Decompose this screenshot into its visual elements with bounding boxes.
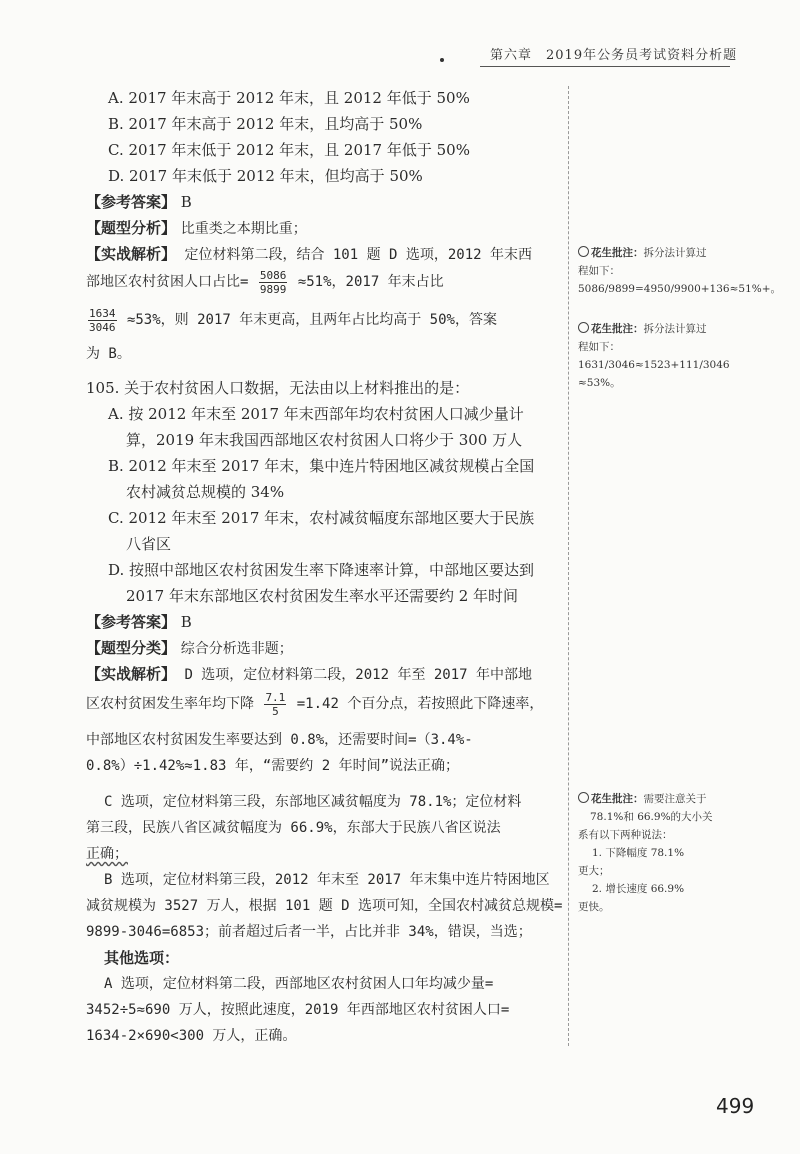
note-label: 花生批注： (591, 247, 644, 259)
analysis-text: 区农村贫困发生率年均下降 (86, 696, 254, 712)
type-label: 【题型分析】 (86, 219, 177, 237)
denominator: 3046 (89, 320, 116, 334)
other-options-heading: 其他选项： (104, 949, 180, 967)
q104-option-a: A. 2017 年末高于 2012 年末，且 2012 年低于 50% (108, 89, 470, 107)
analysis-label: 【实战解析】 (86, 245, 177, 263)
q105-c-line3: 正确； (86, 846, 128, 862)
q105-a-line1: A 选项，定位材料第二段，西部地区农村贫困人口年均减少量= (104, 976, 494, 992)
q104-analysis-line1 (86, 244, 532, 265)
fraction (259, 269, 288, 296)
q104-answer (86, 192, 192, 212)
q105-c-line1: C 选项，定位材料第三段，东部地区减贫幅度为 78.1%；定位材料 (104, 794, 522, 810)
q105-option-d-line1: D. 按照中部地区农村贫困发生率下降速率计算，中部地区要达到 (108, 561, 535, 579)
analysis-text: =1.42 个百分点，若按照此下降速率， (296, 696, 544, 712)
header-rule (480, 66, 730, 67)
margin-note-2 (578, 320, 768, 392)
note-text: 78.1%和 66.9%的大小关 (590, 811, 713, 823)
running-header: 第六章 2019年公务员考试资料分析题 (490, 48, 738, 63)
numerator: 1634 (89, 306, 116, 320)
q104-option-c: C. 2017 年末低于 2012 年末，且 2017 年低于 50% (108, 141, 470, 159)
denominator: 9899 (259, 282, 287, 296)
margin-divider (568, 86, 569, 1046)
q104-analysis-line3 (86, 306, 497, 334)
answer-value: B (180, 613, 192, 631)
note-icon (578, 322, 589, 333)
denominator: 5 (272, 704, 279, 718)
q105-d-line4: 0.8%）÷1.42%≈1.83 年，“需要约 2 年时间”说法正确； (86, 758, 460, 774)
analysis-label: 【实战解析】 (86, 665, 177, 683)
q105-option-c-line2: 八省区 (126, 535, 172, 553)
q105-a-line2: 3452÷5≈690 万人，按照此速度，2019 年西部地区农村贫困人口= (86, 1002, 510, 1018)
q105-stem: 105. 关于农村贫困人口数据，无法由以上材料推出的是： (86, 379, 470, 397)
note-text: 程如下：1631/3046≈1523+111/3046 (578, 341, 730, 371)
q104-option-d: D. 2017 年末低于 2012 年末，但均高于 50% (108, 167, 423, 185)
note-icon (578, 792, 589, 803)
q105-answer (86, 612, 192, 632)
q105-d-line3: 中部地区农村贫困发生率要达到 0.8%，还需要时间=（3.4%- (86, 732, 473, 748)
q105-b-line2: 减贫规模为 3527 万人，根据 101 题 D 选项可知，全国农村减贫总规模= (86, 898, 563, 914)
answer-label: 【参考答案】 (86, 193, 177, 211)
q105-d-line2 (86, 690, 543, 718)
analysis-text: ≈51%，2017 年末占比 (297, 274, 444, 290)
note-text: 拆分法计算过 (643, 323, 707, 335)
type-label: 【题型分类】 (86, 639, 177, 657)
q105-option-b-line2: 农村减贫总规模的 34% (126, 483, 285, 501)
note-text: 1. 下降幅度 78.1% (592, 847, 685, 859)
note-label: 花生批注： (591, 793, 644, 805)
answer-label: 【参考答案】 (86, 613, 177, 631)
q105-d-line1 (86, 664, 532, 685)
note-text: 更大； (578, 865, 610, 877)
note-label: 花生批注： (591, 323, 644, 335)
note-text: 5086/9899=4950/9900+136≈51%+。 (578, 283, 782, 295)
q104-type (86, 218, 307, 239)
q105-b-line3: 9899-3046=6853；前者超过后者一半，占比并非 34%，错误，当选； (86, 924, 532, 940)
q105-option-b-line1: B. 2012 年末至 2017 年末，集中连片特困地区减贫规模占全国 (108, 457, 535, 475)
q105-b-line1: B 选项，定位材料第三段，2012 年末至 2017 年末集中连片特困地区 (104, 872, 550, 888)
note-text: 系有以下两种说法： (578, 829, 673, 841)
fraction (264, 691, 286, 718)
header-dot (440, 58, 444, 62)
note-text: ≈53%。 (578, 377, 621, 389)
q104-analysis-line2 (86, 268, 444, 296)
type-value: 综合分析选非题； (180, 641, 293, 657)
fraction (88, 307, 117, 334)
note-text: 2. 增长速度 66.9% (592, 883, 685, 895)
numerator: 7.1 (265, 690, 286, 704)
q104-analysis-line4: 为 B。 (86, 346, 131, 362)
margin-note-3 (578, 790, 768, 916)
analysis-text: 部地区农村贫困人口占比= (86, 274, 249, 290)
q105-c-line2: 第三段，民族八省区减贫幅度为 66.9%，东部大于民族八省区说法 (86, 820, 501, 836)
analysis-text: 定位材料第二段，结合 101 题 D 选项，2012 年末西 (184, 247, 533, 263)
page-number: 499 (716, 1094, 755, 1118)
note-text: 拆分法计算过 (643, 247, 707, 259)
numerator: 5086 (259, 268, 287, 282)
q105-option-c-line1: C. 2012 年末至 2017 年末，农村减贫幅度东部地区要大于民族 (108, 509, 535, 527)
q105-option-a-line2: 算，2019 年末我国西部地区农村贫困人口将少于 300 万人 (126, 431, 523, 449)
analysis-text: D 选项，定位材料第二段，2012 年至 2017 年中部地 (184, 667, 533, 683)
q105-type (86, 638, 293, 659)
note-text: 需要注意关于 (643, 793, 707, 805)
type-value: 比重类之本期比重； (180, 221, 307, 237)
answer-value: B (180, 193, 192, 211)
note-text: 程如下： (578, 265, 620, 277)
q105-option-a-line1: A. 按 2012 年末至 2017 年末西部年均农村贫困人口减少量计 (108, 405, 524, 423)
q104-option-b: B. 2017 年末高于 2012 年末，且均高于 50% (108, 115, 423, 133)
note-icon (578, 246, 589, 257)
q105-option-d-line2: 2017 年末东部地区农村贫困发生率水平还需要约 2 年时间 (126, 587, 519, 605)
analysis-text: ≈53%，则 2017 年末更高，且两年占比均高于 50%，答案 (126, 312, 497, 328)
note-text: 更快。 (578, 901, 610, 913)
q105-a-line3: 1634-2×690<300 万人，正确。 (86, 1028, 297, 1044)
margin-note-1 (578, 244, 782, 298)
